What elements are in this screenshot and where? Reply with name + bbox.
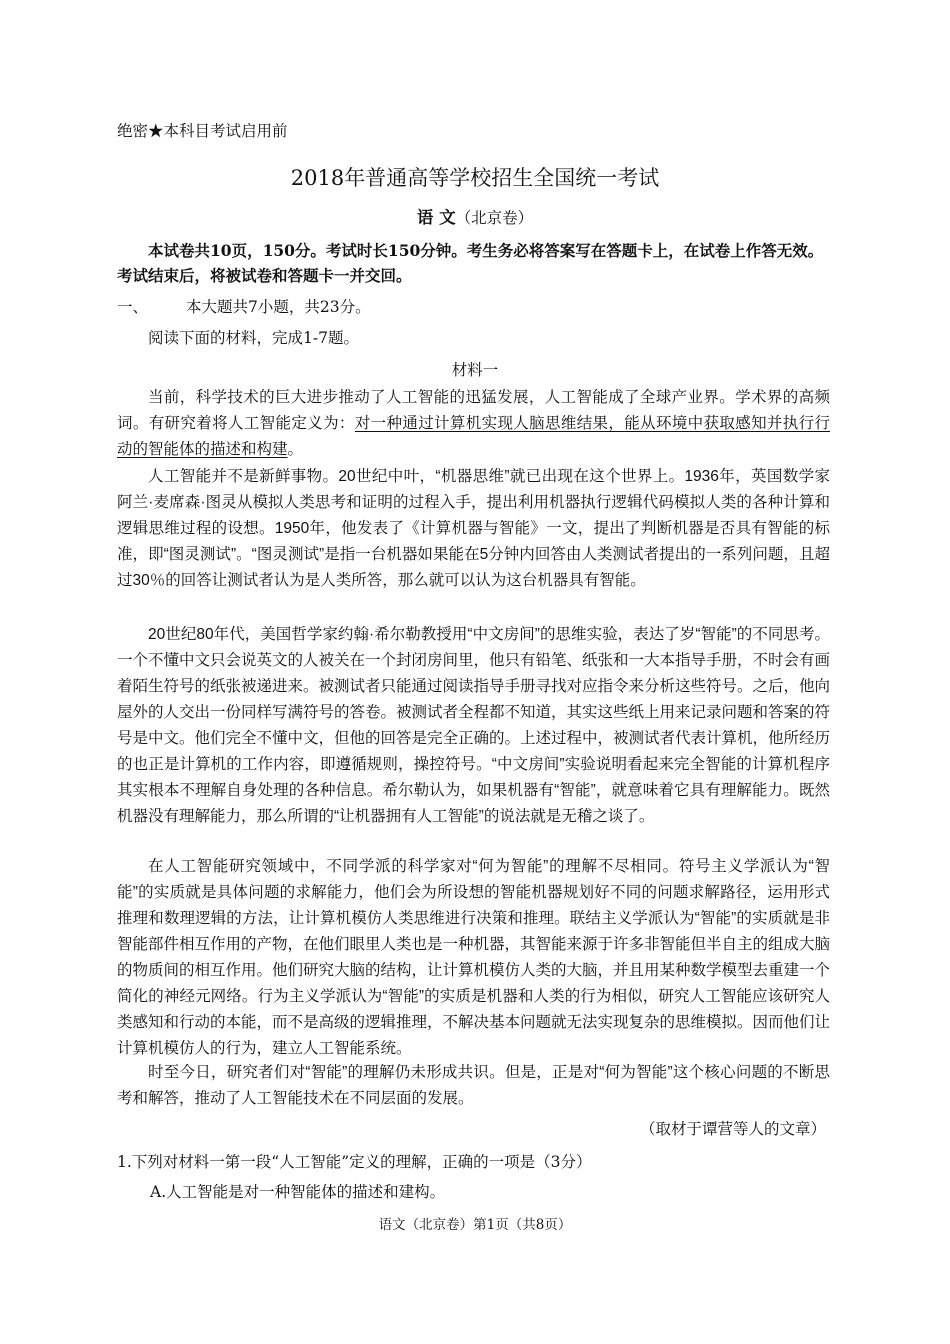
material-title: 材料一 <box>451 361 499 379</box>
material-paragraph-3: 20世纪80年代，美国哲学家约翰·希尔勒教授用“中文房间”的思维实验，表达了岁“智能”的不同思考。一个不懂中文只会说英文的人被关在一个封闭房间里，他只有铅笔、纸张和一大本指导手册，不时会有画着陌生符号的纸张被递进来。被测试者只能通过阅读指导手册寻找对应指令来分析这些符号。之后，他向屋外的人交出一份同样写满符号的答卷。被测试者全程都不知道，其实这些纸上用来记录问题和答案的符号是中文。他们完全不懂中文，但他的回答是完全正确的。上述过程中，被测试者代表计算机，他所经历的也正是计算机的工作内容，即遵循规则，操控符号。“中文房间”实验说明看起来完全智能的计算机程序其实根本不理解自身处理的各种信息。希尔勒认为，如果机器有“智能”，就意味着它具有理解能力。既然机器没有理解能力，那么所谓的“让机器拥有人工智能”的说法就是无稽之谈了。 <box>117 626 831 825</box>
paragraph-1-suffix: 。 <box>287 441 304 458</box>
instructions-line-2: 考试结束后，将被试卷和答题卡一并交回。 <box>117 266 412 285</box>
material-paragraph-2: 人工智能并不是新鲜事物。20世纪中叶，“机器思维”就已出现在这个世界上。1936年，英国数学家阿兰·麦席森·图灵从模拟人类思考和证明的过程入手，提出利用机器执行逻辑代码模拟人类的各种计算和逻辑思维过程的设想。1950年，他发表了《计算机器与智能》一文，提出了判断机器是否具有智能的标准，即“图灵测试”。“图灵测试”是指一台机器如果能在5分钟内回答由人类测试者提出的一系列问题，且超过30％的回答让测试者认为是人类所答，那么就可以认为这台机器具有智能。 <box>117 468 830 589</box>
material-paragraph-5: 时至今日，研究者们对“智能”的理解仍未形成共识。但是，正是对“何为智能”这个核心问题的不断思考和解答，推动了人工智能技术在不同层面的发展。 <box>117 1064 830 1107</box>
section-number: 一、 <box>117 298 149 316</box>
reading-instruction: 阅读下面的材料，完成1-7题。 <box>148 329 359 347</box>
ai-definition-underlined: 对一种通过计算机实现人脑思维结果，能从环境中获取感知并执行行动的智能体的描述和构建 <box>117 415 830 458</box>
material-paragraph-4: 在人工智能研究领域中，不同学派的科学家对“何为智能”的理解不尽相同。符号主义学派认为“智能”的实质就是具体问题的求解能力，他们会为所设想的智能机器规划好不同的问题求解路径，运用形式推理和数理逻辑的方法，让计算机模仿人类思维进行决策和推理。联结主义学派认为“智能”的实质就是非智能部件相互作用的产物，在他们眼里人类也是一种机器，其智能来源于许多非智能但半自主的组成大脑的物质间的相互作用。他们研究大脑的结构，让计算机模仿人类的大脑，并且用某种数学模型去重建一个简化的神经元网络。行为主义学派认为“智能”的实质是机器和人类的行为相似，研究人工智能应该研究人类感知和行动的本能，而不是高级的逻辑推理，不解决基本问题就无法实现复杂的思维模拟。因而他们让计算机模仿人的行为，建立人工智能系统。 <box>117 858 831 1057</box>
paper-name: （北京卷） <box>455 209 534 227</box>
confidential-notice: 绝密★本科目考试启用前 <box>117 122 288 140</box>
subject-name: 语 文 <box>416 208 456 227</box>
source-attribution: （取材于谭营等人的文章） <box>639 1120 826 1138</box>
page-footer: 语文（北京卷）第1页（共8页） <box>378 1217 572 1233</box>
subject-title <box>0 208 950 228</box>
exam-title: 2018年普通高等学校招生全国统一考试 <box>290 166 660 190</box>
section-description: 本大题共7小题，共23分。 <box>186 298 371 316</box>
paragraph-1-prefix: 当前，科学技术的巨大进步推动了人工智能的迅猛发展，人工智能成了全球产业界。学术界的高频词。有研究着将人工智能定义为： <box>117 389 830 432</box>
material-paragraph-1 <box>117 385 830 463</box>
question-1-stem: 1.下列对材料一第一段“人工智能”定义的理解，正确的一项是（3分） <box>117 1153 592 1171</box>
instructions-line-1: 本试卷共10页，150分。考试时长150分钟。考生务必将答案写在答题卡上，在试卷上作答无效。 <box>148 241 824 260</box>
question-1-option-a: A.人工智能是对一种智能体的描述和建构。 <box>150 1183 446 1201</box>
